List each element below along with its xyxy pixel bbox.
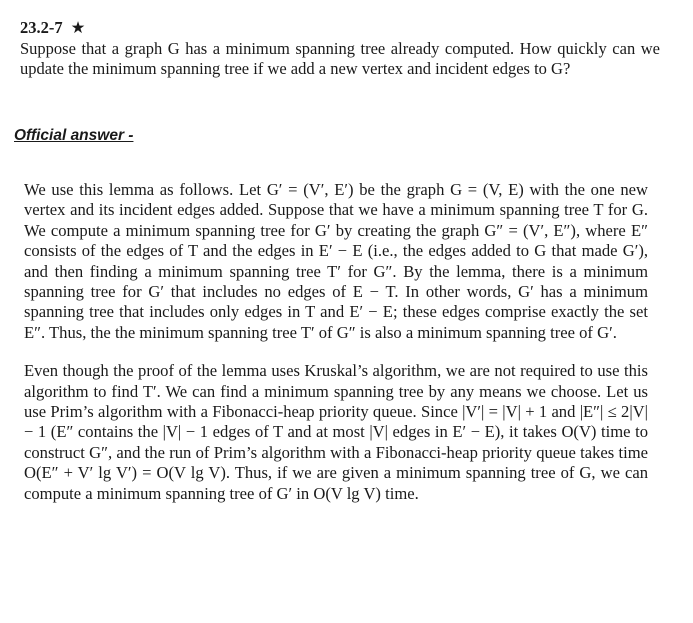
- answer-body: [24, 180, 648, 504]
- star-icon: ★: [70, 18, 86, 37]
- exercise-number: 23.2-7: [20, 18, 63, 37]
- official-answer-label: Official answer -: [14, 127, 134, 144]
- exercise-question: Suppose that a graph G has a minimum spanning tree already computed. How quickly can we update the minimum spanning tree if we add a new vertex and incident edges to G?: [20, 39, 660, 78]
- exercise-heading: [20, 18, 660, 37]
- exercise-block: [20, 18, 660, 79]
- answer-paragraph-2: Even though the proof of the lemma uses Kruskal’s algorithm, we are not required to use this algorithm to find T′. We can find a minimum spanning tree by any means we choose. Let us use Prim’s algorithm with a Fibonacci-heap priority queue. Since |V′| = |V| + 1 and |E″| ≤ 2|V| − 1 (E″ contains the |V| − 1 edges of T and at most |V| edges in E′ − E), it takes O(V) time to construct G″, and the run of Prim’s algorithm with a Fibonacci-heap priority queue takes time O(E″ + V′ lg V′) = O(V lg V). Thus, if we are given a minimum spanning tree of G, we can compute a minimum spanning tree of G′ in O(V lg V) time.: [24, 361, 648, 503]
- answer-paragraph-1: We use this lemma as follows. Let G′ = (V′, E′) be the graph G = (V, E) with the one new vertex and its incident edges added. Suppose that we have a minimum spanning tree T for G. We compute a minimum spanning tree for G′ by creating the graph G″ = (V′, E″), where E″ consists of the edges of T and the edges in E′ − E (i.e., the edges added to G that made G′), and then finding a minimum spanning tree T′ for G″. By the lemma, there is a minimum spanning tree for G′ that includes no edges of E − T. In other words, G′ has a minimum spanning tree that includes only edges in T and E′ − E; these edges comprise exactly the set E″. Thus, the the minimum spanning tree T′ of G″ is also a minimum spanning tree of G′.: [24, 180, 648, 342]
